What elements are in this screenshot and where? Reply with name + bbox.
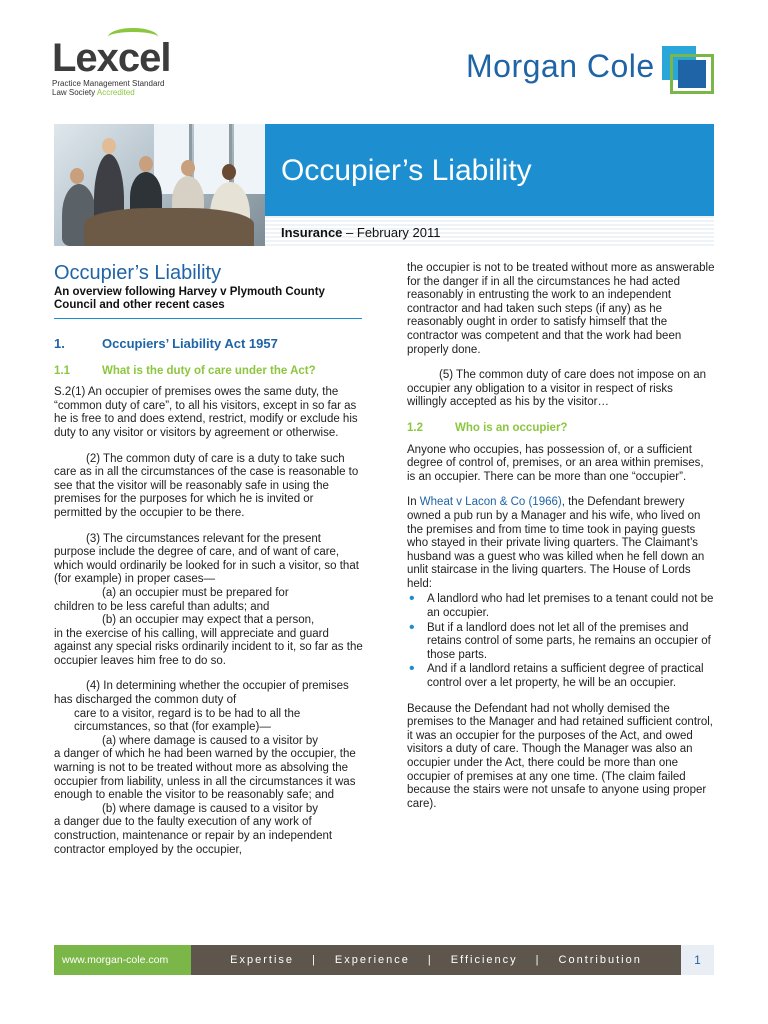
value-expertise: Expertise — [230, 954, 295, 966]
paragraph: (3) The circumstances relevant for the present purpose include the degree of care, and of want of care, which would ordinarily be looked for in such a visitor, so that (for example) in proper cases— — [54, 532, 359, 586]
clause-line: children to be less careful than adults; and — [54, 600, 270, 613]
meeting-photo — [54, 124, 265, 246]
value-experience: Experience — [334, 954, 410, 966]
lexcel-accreditation — [52, 88, 172, 97]
left-column — [54, 262, 364, 869]
morgan-cole-logo-icon — [662, 46, 714, 94]
category-bar — [265, 216, 714, 246]
clause-line: a danger of which he had been warned by the occupier, the warning is not to be treated without more as absolving the occupier from liability, unless in all the circumstances it was enough to enable the visitor to be reasonably safe; and — [54, 748, 356, 802]
paragraph-group — [54, 680, 364, 857]
values-bar — [191, 945, 681, 975]
paragraph: Because the Defendant had not wholly demised the premises to the Manager and had retained sufficient control, it was an occupier for the purposes of the Act, and owed visitors a duty of care. Though the Manager was also an occupier under the Act, there could be more than one occupier of premises at any one time. (The claim failed because the stairs were not unsafe to anyone using proper care). — [407, 702, 713, 810]
category-date — [281, 225, 440, 240]
clause-line: (a) an occupier must be prepared for — [102, 586, 289, 599]
paragraph: the occupier is not to be treated without more as answerable for the danger if in all the circumstances he had acted reasonably in entrusting the work to an independent contractor and had taken such steps (if any) as he reasonably ought in order to satisfy himself that the contractor was competent and that the work had been properly done. — [407, 262, 715, 356]
value-efficiency: Efficiency — [450, 954, 518, 966]
category-label: Insurance — [281, 225, 343, 240]
firm-name: Morgan Cole — [466, 48, 655, 84]
paragraph: In Wheat v Lacon & Co (1966), the Defendant brewery owned a pub run by a Manager and his wife, who lived on the premises and from time to time took in paying guests who stayed in their private living quarters. The Claimant’s husband was a guest who was killed when he fell down an unlit staircase in the living quarters. The House of Lords held: — [407, 496, 705, 590]
lexcel-wordmark: Lexcel — [52, 36, 171, 80]
lexcel-swoosh-icon — [108, 28, 158, 46]
list-item: • But if a landlord does not let all of the premises and retains control of some parts, he remains an occupier of those parts. — [407, 622, 715, 663]
paragraph: S.2(1) An occupier of premises owes the same duty, the “common duty of care”, to all his visitors, except in so far as he is free to and does extend, restrict, modify or exclude his duty to any visitor or visitors by agreement or otherwise. — [54, 386, 358, 439]
paragraph: (2) The common duty of care is a duty to take such care as in all the circumstances of the case is reasonable to see that the visitor will be reasonably safe in using the premises for the purposes for which he is invited or permitted by the occupier to be there. — [54, 452, 359, 519]
clause-line: (b) where damage is caused to a visitor by — [102, 802, 319, 815]
clause-line: a danger due to the faulty execution of any work of construction, maintenance or repair by an independent contractor employed by the occupier, — [54, 816, 333, 856]
value-contribution: Contribution — [558, 954, 642, 966]
accredited-label: Accredited — [96, 88, 135, 97]
lexcel-tagline: Practice Management Standard — [52, 79, 165, 88]
section-1-1-heading: 1.1 What is the duty of care under the Act? — [54, 364, 316, 377]
paragraph: (4) In determining whether the occupier of premises has discharged the common duty of — [54, 680, 349, 707]
list-item: • And if a landlord retains a sufficient degree of practical control over a let property, he will be an occupier. — [407, 663, 715, 690]
paragraph-group — [54, 533, 364, 669]
separator: | — [312, 954, 317, 966]
holdings-list — [407, 593, 715, 690]
section-1-heading: 1. Occupiers’ Liability Act 1957 — [54, 336, 278, 351]
section-1-2-heading: 1.2 Who is an occupier? — [407, 421, 568, 434]
document-title: Occupier’s Liability — [54, 262, 222, 284]
lexcel-logo — [52, 38, 172, 97]
website-link[interactable]: www.morgan-cole.com — [54, 945, 191, 975]
document-subtitle: An overview following Harvey v Plymouth County Council and other recent cases — [54, 286, 362, 319]
banner-title: Occupier’s Liability — [281, 154, 532, 187]
separator: | — [427, 954, 433, 966]
footer — [54, 945, 714, 975]
list-item: • A landlord who had let premises to a tenant could not be an occupier. — [407, 593, 715, 620]
clause-line: (a) where damage is caused to a visitor by — [102, 734, 319, 747]
clause-line: care to a visitor, regard is to be had to all the circumstances, so that (for example)— — [74, 707, 301, 734]
clause-line: (b) an occupier may expect that a person, — [102, 614, 315, 627]
date-label: – February 2011 — [342, 225, 441, 240]
clause-line: in the exercise of his calling, will appreciate and guard against any special risks ordinarily incident to it, so far as the occupier leaves him free to do so. — [54, 627, 363, 667]
right-column — [407, 262, 715, 823]
separator: | — [535, 954, 541, 966]
law-society-label: Law Society — [52, 88, 96, 97]
paragraph: (5) The common duty of care does not impose on an occupier any obligation to a visitor in respect of risks willingly accepted as his by the visitor… — [407, 369, 706, 409]
page-number: 1 — [681, 945, 714, 975]
case-link[interactable]: Wheat v Lacon & Co (1966) — [419, 496, 562, 509]
paragraph: Anyone who occupies, has possession of, or a sufficient degree of control of, premises, or an area within premises, is an occupier. There can be more than one “occupier”. — [407, 443, 704, 483]
title-banner — [265, 124, 714, 216]
